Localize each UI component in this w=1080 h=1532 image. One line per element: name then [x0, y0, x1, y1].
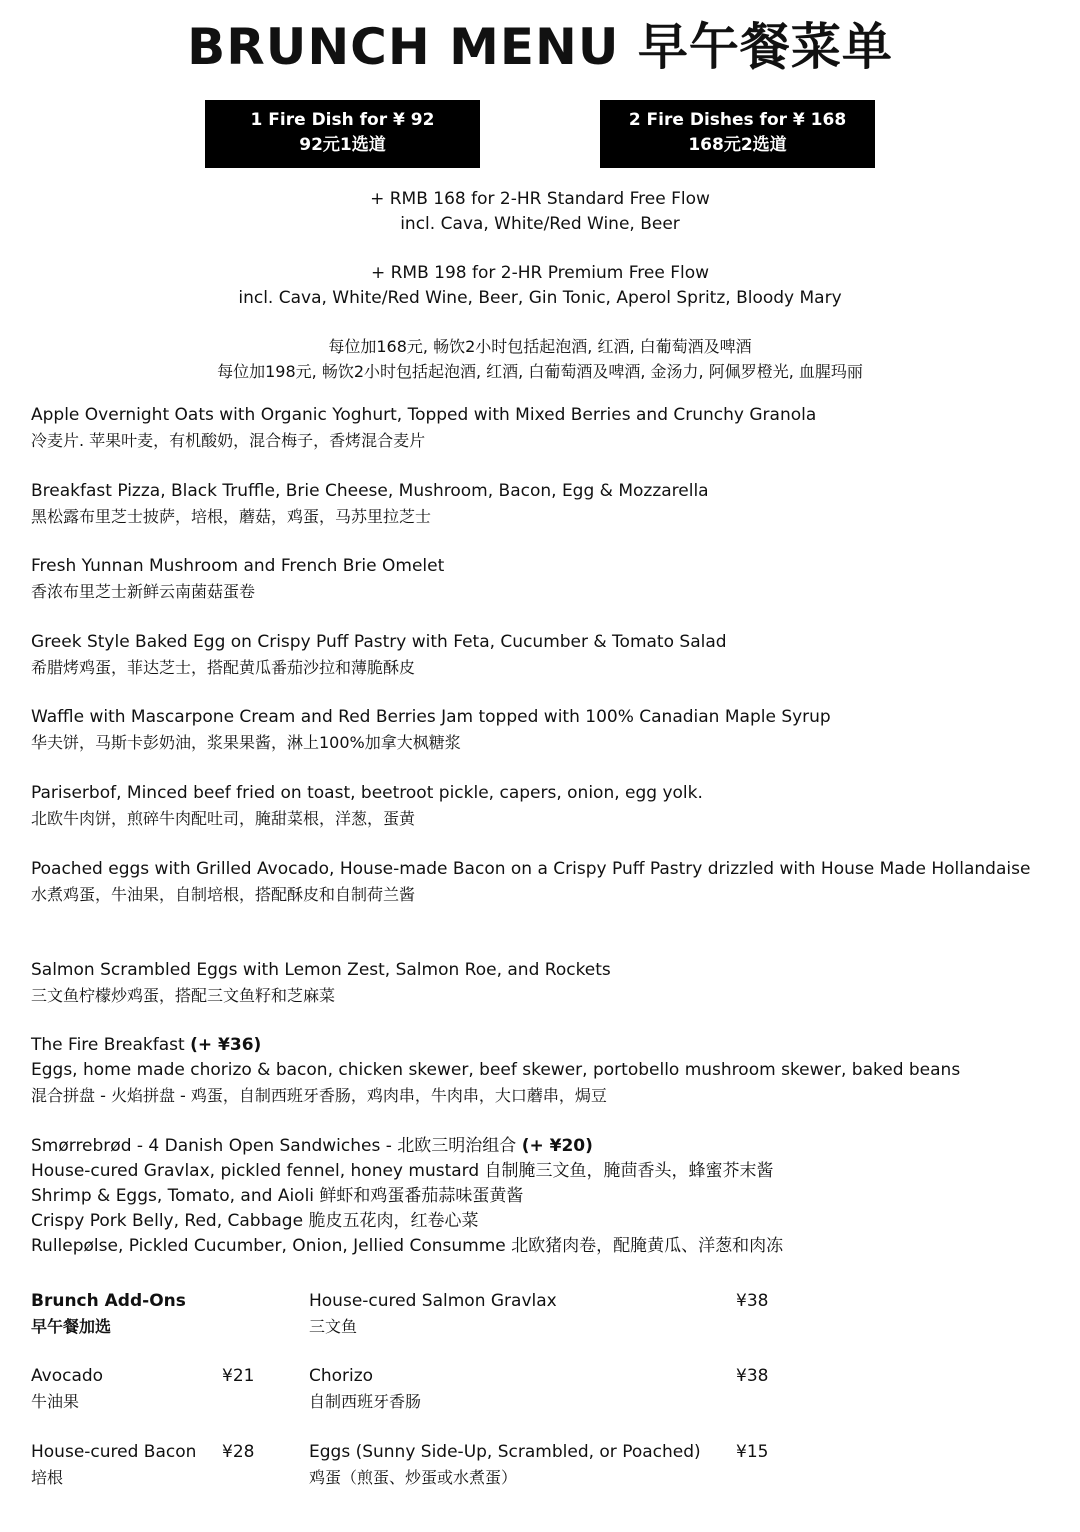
dish-item: [31, 479, 1041, 529]
dish-item: [31, 705, 1041, 755]
dish-name: The Fire Breakfast: [31, 1035, 185, 1055]
dish-name-cn: 三文鱼柠檬炒鸡蛋，搭配三文鱼籽和芝麻菜: [31, 986, 336, 1005]
dish-name-en: Waffle with Mascarpone Cream and Red Berries Jam topped with 100% Canadian Maple Syrup: [31, 707, 831, 727]
addon-name-cn: 牛油果: [31, 1392, 80, 1411]
dish-item: [31, 958, 1041, 1008]
standard-free-flow: [0, 187, 1080, 237]
free-flow-line: incl. Cava, White/Red Wine, Beer: [400, 214, 680, 234]
sandwich-item: Shrimp & Eggs, Tomato, and Aioli 鲜虾和鸡蛋番茄蒜味蛋黄酱: [31, 1186, 524, 1206]
sandwich-item: Crispy Pork Belly, Red, Cabbage 脆皮五花肉，红卷心菜: [31, 1211, 479, 1231]
addon-price: ¥28: [222, 1442, 255, 1462]
addons-heading: [31, 1289, 186, 1339]
dish-desc-cn: 混合拼盘 - 火焰拼盘 - 鸡蛋，自制西班牙香肠，鸡肉串，牛肉串，大口蘑串，焗豆: [31, 1086, 607, 1105]
dish-item: [31, 630, 1041, 680]
dish-name-cn: 冷麦片. 苹果叶麦，有机酸奶，混合梅子，香烤混合麦片: [31, 431, 426, 450]
addon-name-en: House-cured Bacon: [31, 1442, 197, 1462]
surcharge: (+ ¥20): [521, 1136, 593, 1156]
dish-name-cn: 华夫饼，马斯卡彭奶油，浆果果酱，淋上100%加拿大枫糖浆: [31, 733, 461, 752]
dish-name-en: Salmon Scrambled Eggs with Lemon Zest, Salmon Roe, and Rockets: [31, 960, 611, 980]
addon-item: [309, 1289, 557, 1339]
addon-price: ¥38: [736, 1291, 769, 1311]
price-box-line-en: 2 Fire Dishes for ¥ 168: [628, 110, 847, 130]
fire-breakfast-title: [31, 1033, 1041, 1058]
addon-name-cn: 鸡蛋（煎蛋、炒蛋或水煮蛋）: [309, 1468, 518, 1487]
dish-name-cn: 黑松露布里芝士披萨，培根，蘑菇，鸡蛋，马苏里拉芝士: [31, 507, 432, 526]
addon-item: [31, 1364, 103, 1414]
addon-name-en: Chorizo: [309, 1366, 374, 1386]
dish-item: [31, 857, 1041, 907]
dish-name: Smørrebrød - 4 Danish Open Sandwiches - 北欧三明治组合: [31, 1136, 517, 1156]
dish-item: [31, 403, 1041, 453]
dish-name-en: Pariserbof, Minced beef fried on toast, beetroot pickle, capers, onion, egg yolk.: [31, 783, 703, 803]
price-box-line-en: 1 Fire Dish for ¥ 92: [250, 110, 435, 130]
addon-name-cn: 自制西班牙香肠: [309, 1392, 422, 1411]
dish-desc-en: Eggs, home made chorizo & bacon, chicken skewer, beef skewer, portobello mushroom skewer, baked beans: [31, 1060, 961, 1080]
smorrebrod: [31, 1134, 1041, 1259]
price-box-line-cn: 92元1选道: [299, 135, 386, 155]
dish-name-cn: 北欧牛肉饼，煎碎牛肉配吐司，腌甜菜根，洋葱，蛋黄: [31, 809, 416, 828]
sandwich-item: Rullepølse, Pickled Cucumber, Onion, Jellied Consumme 北欧猪肉卷，配腌黄瓜、洋葱和肉冻: [31, 1236, 784, 1256]
smorrebrod-title: [31, 1134, 1041, 1159]
dish-name-cn: 希腊烤鸡蛋，菲达芝士，搭配黄瓜番茄沙拉和薄脆酥皮: [31, 658, 416, 677]
dish-name-en: Poached eggs with Grilled Avocado, House-made Bacon on a Crispy Puff Pastry drizzled with House Made Hollandaise: [31, 859, 1031, 879]
free-flow-line: incl. Cava, White/Red Wine, Beer, Gin Tonic, Aperol Spritz, Bloody Mary: [238, 288, 842, 308]
fire-breakfast: [31, 1033, 1041, 1108]
addons-heading-en: Brunch Add-Ons: [31, 1291, 186, 1311]
addon-name-en: Avocado: [31, 1366, 104, 1386]
addon-price: ¥15: [736, 1442, 769, 1462]
price-box-one-dish: [205, 100, 480, 168]
addon-name-cn: 培根: [31, 1468, 64, 1487]
addon-name-en: House-cured Salmon Gravlax: [309, 1291, 557, 1311]
free-flow-line: 每位加198元, 畅饮2小时包括起泡酒, 红酒, 白葡萄酒及啤酒, 金汤力, 阿佩罗橙光, 血腥玛丽: [217, 362, 863, 381]
price-box-line-cn: 168元2选道: [688, 135, 787, 155]
price-box-two-dishes: [600, 100, 875, 168]
addons-heading-cn: 早午餐加选: [31, 1317, 112, 1336]
surcharge: (+ ¥36): [190, 1035, 262, 1055]
addon-name-cn: 三文鱼: [309, 1317, 358, 1336]
dish-name-en: Fresh Yunnan Mushroom and French Brie Omelet: [31, 556, 445, 576]
addon-item: [31, 1440, 196, 1490]
sandwich-item: House-cured Gravlax, pickled fennel, honey mustard 自制腌三文鱼，腌茴香头，蜂蜜芥末酱: [31, 1161, 774, 1181]
dish-name-cn: 水煮鸡蛋，牛油果，自制培根，搭配酥皮和自制荷兰酱: [31, 885, 416, 904]
dish-item: [31, 554, 1041, 604]
free-flow-line: + RMB 198 for 2-HR Premium Free Flow: [370, 263, 710, 283]
dish-name-cn: 香浓布里芝士新鲜云南菌菇蛋卷: [31, 582, 256, 601]
addon-price: ¥38: [736, 1366, 769, 1386]
dish-name-en: Apple Overnight Oats with Organic Yoghurt, Topped with Mixed Berries and Crunchy Granola: [31, 405, 817, 425]
dish-name-en: Breakfast Pizza, Black Truffle, Brie Cheese, Mushroom, Bacon, Egg & Mozzarella: [31, 481, 709, 501]
addon-item: [309, 1364, 421, 1414]
free-flow-line: + RMB 168 for 2-HR Standard Free Flow: [370, 189, 710, 209]
menu-title: BRUNCH MENU 早午餐菜单: [187, 18, 893, 76]
free-flow-line: 每位加168元, 畅饮2小时包括起泡酒, 红酒, 白葡萄酒及啤酒: [328, 337, 752, 356]
addon-price: ¥21: [222, 1366, 255, 1386]
addon-name-en: Eggs (Sunny Side-Up, Scrambled, or Poached): [309, 1442, 701, 1462]
premium-free-flow: [0, 261, 1080, 311]
free-flow-chinese: [0, 334, 1080, 384]
dish-name-en: Greek Style Baked Egg on Crispy Puff Pastry with Feta, Cucumber & Tomato Salad: [31, 632, 727, 652]
addon-item: [309, 1440, 701, 1490]
dish-item: [31, 781, 1041, 831]
